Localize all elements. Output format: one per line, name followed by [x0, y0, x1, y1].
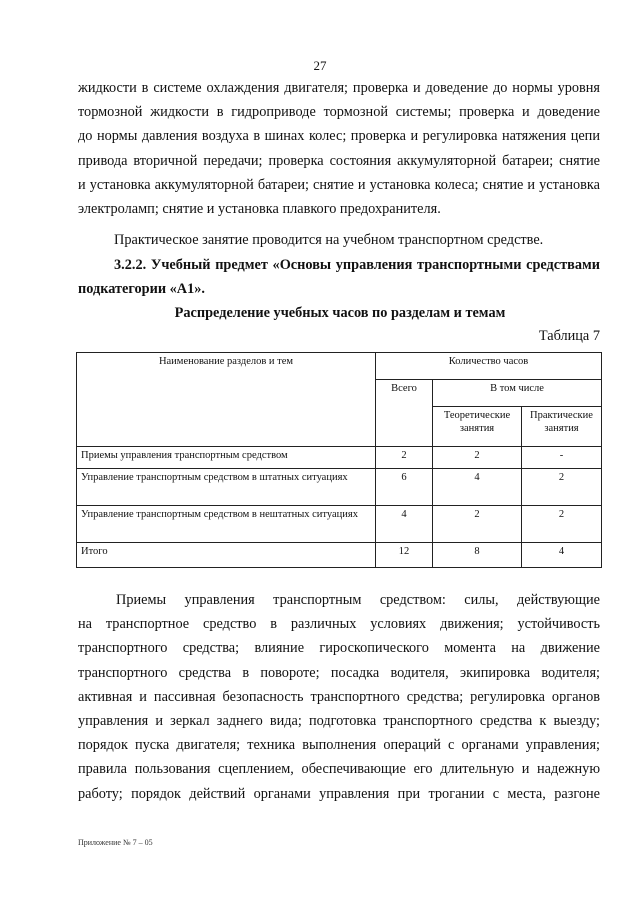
header-name: Наименование разделов и тем — [77, 353, 376, 447]
heading-line: 3.2.2. Учебный предмет «Основы управления транспортными средствами — [114, 257, 600, 273]
row-name: Управление транспортным средством в штатных ситуациях — [77, 469, 376, 506]
row-practice: - — [522, 447, 602, 469]
text-line: работу; порядок действий органами управления при трогании с места, разгоне — [78, 785, 600, 802]
table-row — [77, 506, 602, 543]
row-practice: 4 — [522, 543, 602, 568]
header-practice: Практические занятия — [522, 407, 602, 447]
header-theory: Теоретические занятия — [433, 407, 522, 447]
row-practice: 2 — [522, 506, 602, 543]
text-line: управления и зеркал заднего вида; подготовка транспортного средства к выезду; — [78, 712, 600, 729]
paragraph-practical-note: Практическое занятие проводится на учебном транспортном средстве. — [114, 232, 544, 248]
heading-line: подкатегории «A1». — [78, 281, 206, 297]
text-line: до нормы давления воздуха в шинах колес; проверка и регулировка натяжения цепи — [78, 128, 600, 145]
text-line: транспортного средства в повороте; посадка водителя, экипировка водителя; — [78, 664, 600, 681]
text-line: правила пользования сцеплением, обеспечивающие его длительную и надежную — [78, 761, 600, 778]
paragraph-maintenance — [78, 76, 600, 221]
header-total: Всего — [376, 380, 433, 447]
header-qty: Количество часов — [376, 353, 602, 380]
text-line: жидкости в системе охлаждения двигателя; проверка и доведение до нормы уровня — [78, 80, 600, 96]
text-line: и установка аккумуляторной батареи; снятие и установка колеса; снятие и установка — [78, 176, 600, 193]
text-line: транспортного средства; влияние гироскопического момента на движение — [78, 640, 600, 657]
section-heading — [78, 253, 600, 301]
row-total: 4 — [376, 506, 433, 543]
text-line: порядок пуска двигателя; техника выполнения операций с органами управления; — [78, 737, 600, 754]
row-total: 12 — [376, 543, 433, 568]
row-total: 6 — [376, 469, 433, 506]
hours-table — [76, 352, 602, 568]
table-row — [77, 447, 602, 469]
row-practice: 2 — [522, 469, 602, 506]
table-row-total — [77, 543, 602, 568]
table-row — [77, 469, 602, 506]
text-line: на транспортное средство в различных условиях движения; устойчивость — [78, 616, 600, 633]
text-line: Приемы управления транспортным средством: силы, действующие — [116, 592, 600, 608]
row-theory: 4 — [433, 469, 522, 506]
row-theory: 2 — [433, 447, 522, 469]
row-name: Итого — [77, 543, 376, 568]
row-name: Управление транспортным средством в нештатных ситуациях — [77, 506, 376, 543]
text-line: привода вторичной передачи; проверка состояния аккумуляторной батареи; снятие — [78, 152, 600, 169]
row-total: 2 — [376, 447, 433, 469]
table-caption: Распределение учебных часов по разделам и темам — [174, 305, 506, 321]
text-line: активная и пассивная безопасность транспортного средства; регулировка органов — [78, 688, 600, 705]
row-theory: 8 — [433, 543, 522, 568]
header-including: В том числе — [433, 380, 602, 407]
text-line: электроламп; снятие и установка плавкого предохранителя. — [78, 200, 441, 217]
footer-note: Приложение № 7 – 05 — [78, 838, 153, 847]
row-theory: 2 — [433, 506, 522, 543]
page-number: 27 — [313, 58, 327, 73]
table-label: Таблица 7 — [538, 328, 600, 344]
text-line: тормозной жидкости в гидроприводе тормозной системы; проверка и доведение — [78, 104, 600, 121]
row-name: Приемы управления транспортным средством — [77, 447, 376, 469]
paragraph-control-techniques — [78, 588, 600, 806]
